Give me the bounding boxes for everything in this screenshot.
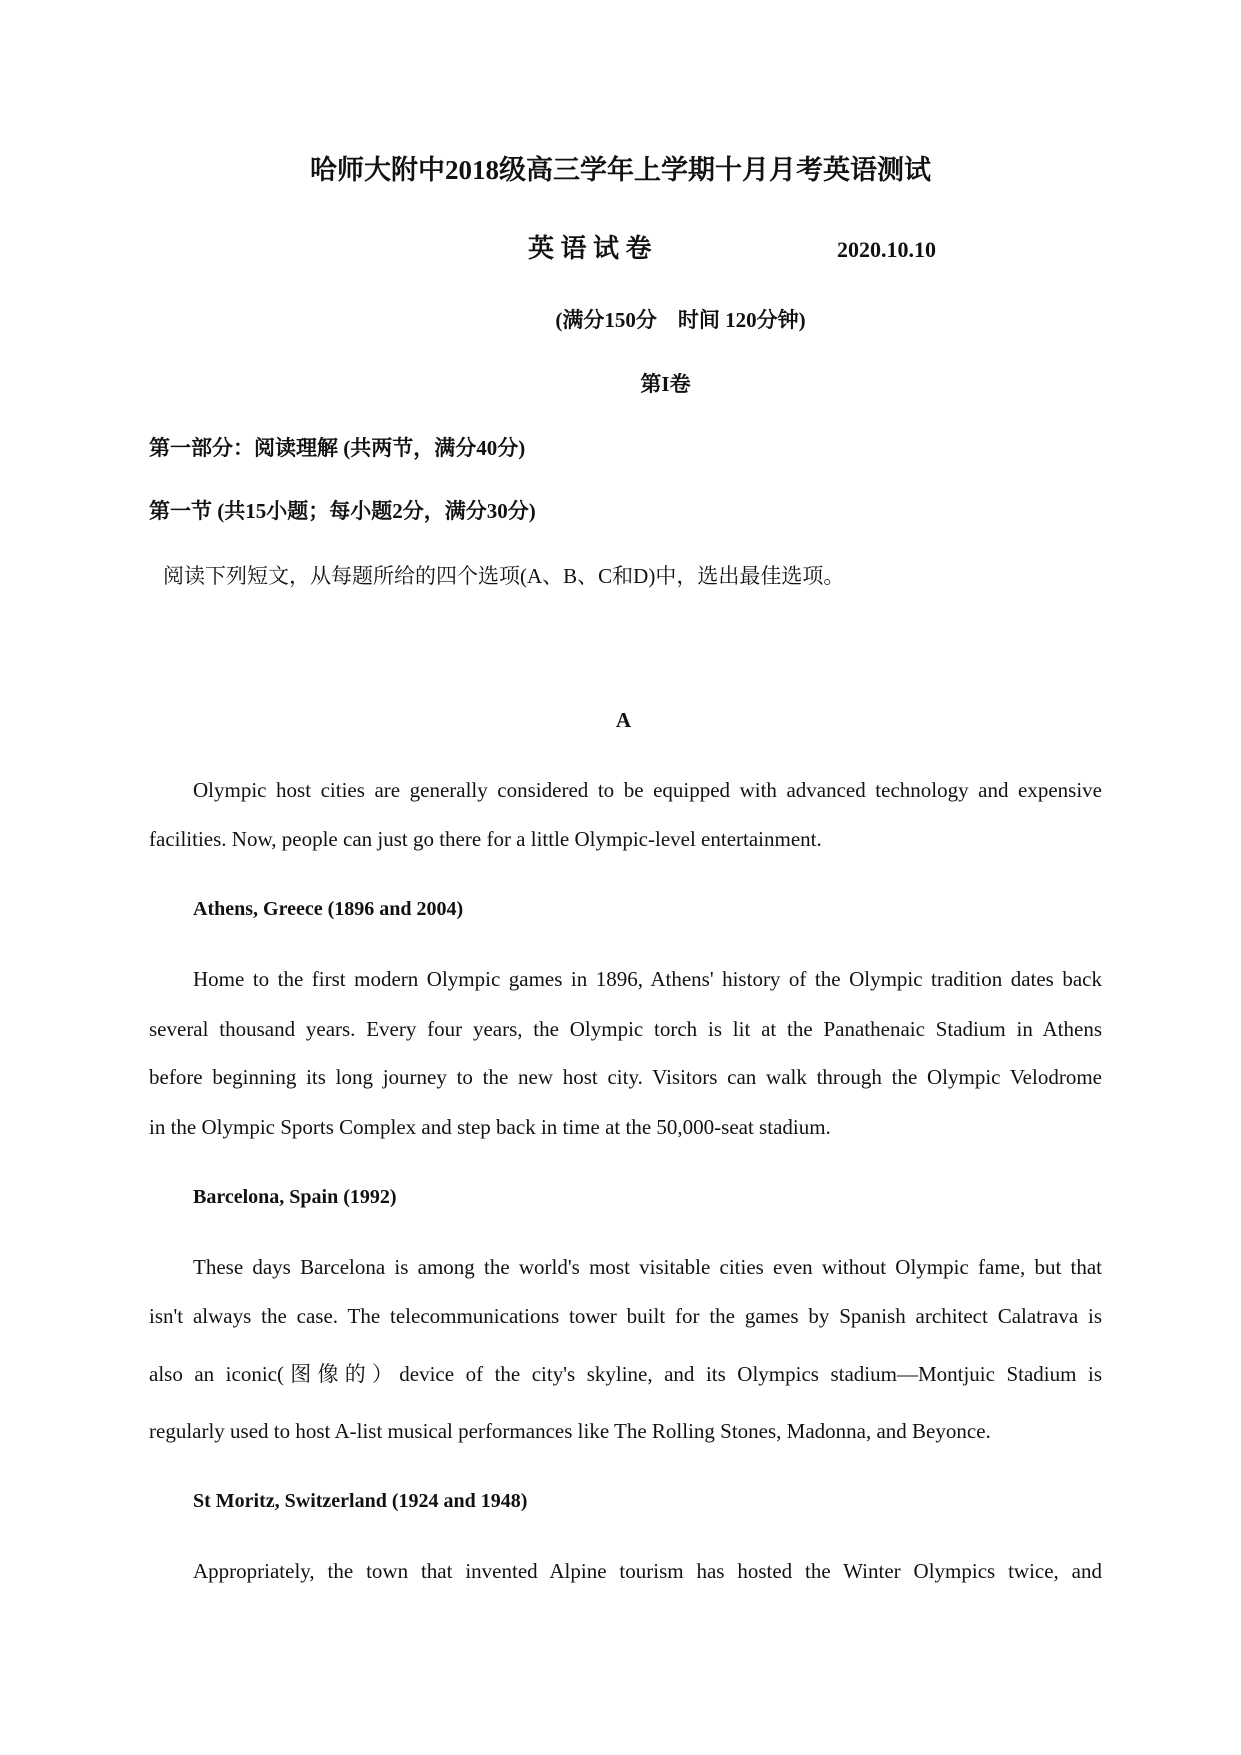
paragraph-line: Home to the first modern Olympic games in 1896, Athens' history of the Olympic tradition dates back: [193, 967, 1102, 991]
instruction: 阅读下列短文，从每题所给的四个选项(A、B、C和D)中，选出最佳选项。: [163, 564, 845, 588]
section-heading-barcelona: Barcelona, Spain (1992): [193, 1186, 397, 1208]
exam-title: 哈师大附中2018级高三学年上学期十月月考英语测试: [310, 155, 931, 185]
paragraph-line: several thousand years. Every four years, the Olympic torch is lit at the Panathenaic Stadium in Athens: [149, 1017, 1102, 1041]
paragraph-line: Appropriately, the town that invented Alpine tourism has hosted the Winter Olympics twice, and: [193, 1559, 1102, 1583]
passage-label: A: [615, 708, 632, 732]
section-heading-st-moritz: St Moritz, Switzerland (1924 and 1948): [193, 1490, 528, 1512]
paragraph-line: also an iconic(图像的）device of the city's skyline, and its Olympics stadium—Montjuic Stadium is: [149, 1362, 1102, 1386]
part-heading: 第一部分：阅读理解 (共两节，满分40分): [149, 436, 526, 460]
score-time: (满分150分 时间 120分钟): [555, 308, 806, 332]
exam-date: 2020.10.10: [837, 237, 936, 262]
volume-label: 第I卷: [640, 372, 691, 396]
paragraph-line: in the Olympic Sports Complex and step back in time at the 50,000-seat stadium.: [149, 1115, 831, 1139]
paragraph-line: regularly used to host A-list musical performances like The Rolling Stones, Madonna, and Beyonce.: [149, 1419, 991, 1443]
intro-line: facilities. Now, people can just go there for a little Olympic-level entertainment.: [149, 827, 822, 851]
section-heading: 第一节 (共15小题；每小题2分，满分30分): [149, 499, 536, 523]
paragraph-line: before beginning its long journey to the new host city. Visitors can walk through the Olympic Velodrome: [149, 1065, 1102, 1089]
paragraph-line: isn't always the case. The telecommunications tower built for the games by Spanish architect Calatrava is: [149, 1304, 1102, 1328]
paper-subtitle: 英 语 试 卷: [528, 234, 652, 263]
intro-line: Olympic host cities are generally considered to be equipped with advanced technology and expensive: [193, 778, 1102, 802]
paragraph-line: These days Barcelona is among the world's most visitable cities even without Olympic fame, but that: [193, 1255, 1102, 1279]
section-heading-athens: Athens, Greece (1896 and 2004): [193, 898, 464, 920]
